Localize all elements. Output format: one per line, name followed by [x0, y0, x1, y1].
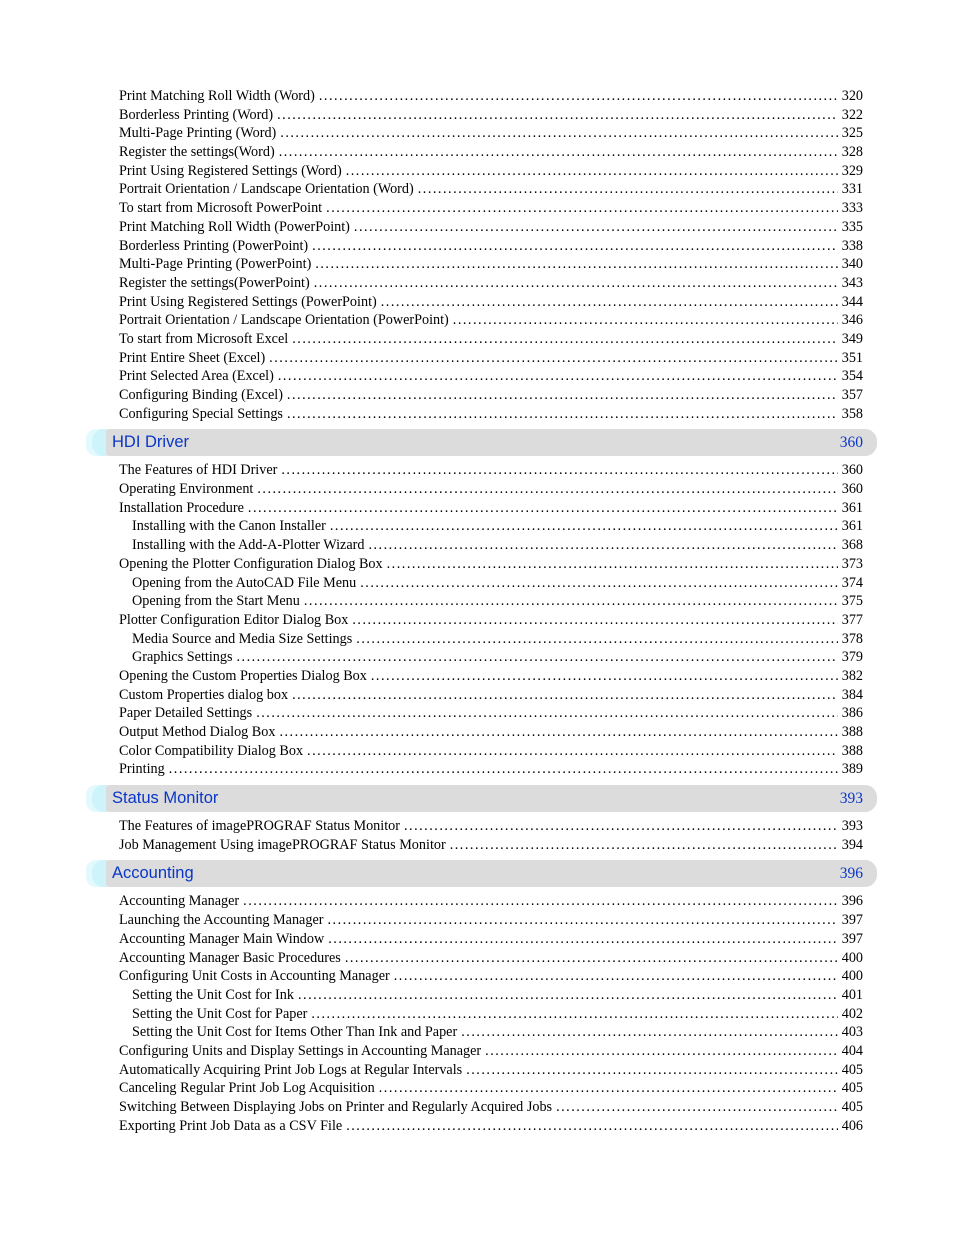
toc-leader-dots [352, 612, 837, 629]
toc-subentry[interactable] [132, 1024, 863, 1043]
toc-entry-page-number: 360 [841, 481, 863, 498]
toc-entry-page-number: 378 [841, 630, 863, 647]
toc-entry[interactable] [119, 256, 863, 275]
toc-entry-title: Print Using Registered Settings (Word) [119, 162, 342, 179]
toc-entry[interactable] [119, 275, 863, 294]
toc-leader-dots [307, 743, 838, 760]
section-page-number: 393 [839, 790, 863, 808]
toc-leader-dots [326, 200, 838, 217]
toc-leader-dots [346, 163, 838, 180]
toc-subentry[interactable] [132, 987, 863, 1006]
toc-entry-title: Opening the Plotter Configuration Dialog Box [119, 555, 383, 572]
toc-entry-title: Accounting Manager Main Window [119, 930, 325, 947]
toc-entry-title: Operating Environment [119, 481, 254, 498]
toc-subentry[interactable] [132, 575, 863, 594]
toc-entry[interactable] [119, 368, 863, 387]
toc-entry-title: Plotter Configuration Editor Dialog Box [119, 611, 349, 628]
toc-entry-page-number: 368 [841, 537, 863, 554]
toc-entry-title: Borderless Printing (Word) [119, 106, 274, 123]
toc-entry-title: Launching the Accounting Manager [119, 912, 324, 929]
section-bar [98, 860, 877, 887]
toc-entry-page-number: 331 [841, 181, 863, 198]
toc-entry[interactable] [119, 705, 863, 724]
toc-leader-dots [243, 893, 838, 910]
toc-leader-dots [311, 1006, 837, 1023]
toc-entry[interactable] [119, 219, 863, 238]
toc-entry-title: Configuring Units and Display Settings in Accounting Manager [119, 1042, 482, 1059]
toc-leader-dots [279, 724, 837, 741]
toc-entry[interactable] [119, 462, 863, 481]
toc-entry-title: To start from Microsoft Excel [119, 330, 289, 347]
toc-entry-page-number: 354 [841, 368, 863, 385]
toc-entry[interactable] [119, 1118, 863, 1137]
toc-leader-dots [356, 631, 837, 648]
toc-entry-title: Configuring Special Settings [119, 405, 283, 422]
toc-entry-title: Configuring Unit Costs in Accounting Manager [119, 968, 390, 985]
toc-entry-page-number: 373 [841, 555, 863, 572]
section-title: Status Monitor [112, 789, 219, 808]
toc-leader-dots [466, 1062, 838, 1079]
toc-entry-page-number: 396 [841, 893, 863, 910]
toc-entry[interactable] [119, 125, 863, 144]
toc-leader-dots [485, 1043, 838, 1060]
toc-entry-page-number: 388 [841, 724, 863, 740]
toc-leader-dots [287, 406, 838, 423]
toc-entry-page-number: 397 [841, 912, 863, 929]
toc-leader-dots [269, 350, 838, 367]
toc-subentry[interactable] [132, 518, 863, 537]
toc-entry-title: Graphics Settings [132, 649, 233, 666]
toc-entry-title: Opening from the AutoCAD File Menu [132, 574, 357, 591]
toc-entry-group [0, 818, 954, 855]
toc-leader-dots [298, 987, 838, 1004]
toc-leader-dots [312, 238, 838, 255]
toc-entry-title: Output Method Dialog Box [119, 724, 276, 740]
toc-entry-group [0, 462, 954, 780]
toc-leader-dots [248, 500, 838, 517]
toc-leader-dots [394, 968, 838, 985]
toc-subentry[interactable] [132, 631, 863, 650]
toc-entry[interactable] [119, 1099, 863, 1118]
toc-entry[interactable] [119, 556, 863, 575]
toc-entry-page-number: 361 [841, 518, 863, 535]
toc-entry-title: Setting the Unit Cost for Ink [132, 986, 294, 1003]
toc-leader-dots [346, 1118, 838, 1135]
toc-entry[interactable] [119, 893, 863, 912]
toc-leader-dots [461, 1024, 838, 1041]
toc-leader-dots [404, 818, 838, 835]
toc-entry-title: Borderless Printing (PowerPoint) [119, 237, 309, 254]
toc-entry[interactable] [119, 724, 863, 743]
toc-entry-title: Portrait Orientation / Landscape Orientation (Word) [119, 181, 414, 198]
toc-entry-title: Portrait Orientation / Landscape Orientation (PowerPoint) [119, 312, 449, 329]
toc-leader-dots [281, 462, 837, 479]
toc-entry-page-number: 344 [841, 293, 863, 310]
toc-entry-page-number: 358 [841, 405, 863, 422]
toc-entry-title: Installation Procedure [119, 499, 244, 516]
toc-entry-title: Automatically Acquiring Print Job Logs at Regular Intervals [119, 1061, 463, 1078]
toc-entry[interactable] [119, 312, 863, 331]
toc-entry-page-number: 357 [841, 387, 863, 403]
section-page-number: 396 [839, 865, 863, 883]
toc-entry[interactable] [119, 668, 863, 687]
toc-entry-page-number: 397 [841, 930, 863, 947]
toc-entry-title: Register the settings(Word) [119, 144, 275, 161]
toc-entry-title: Custom Properties dialog box [119, 686, 289, 703]
toc-entry[interactable] [119, 238, 863, 257]
toc-entry-title: Canceling Regular Print Job Log Acquisition [119, 1080, 375, 1097]
toc-entry-title: Register the settings(PowerPoint) [119, 274, 310, 291]
toc-leader-dots [169, 761, 838, 778]
toc-entry[interactable] [119, 163, 863, 182]
toc-leader-dots [556, 1099, 838, 1116]
section-title: Accounting [112, 864, 194, 883]
toc-entry-page-number: 322 [841, 106, 863, 123]
toc-leader-dots [328, 931, 837, 948]
toc-entry-page-number: 333 [841, 200, 863, 217]
toc-entry-page-number: 400 [841, 949, 863, 966]
toc-leader-dots [292, 687, 838, 704]
toc-entry-title: Multi-Page Printing (Word) [119, 125, 277, 142]
toc-entry-page-number: 405 [841, 1080, 863, 1097]
toc-leader-dots [256, 705, 838, 722]
toc-entry[interactable] [119, 761, 863, 780]
toc-entry-page-number: 404 [841, 1042, 863, 1059]
toc-section-header[interactable] [86, 860, 877, 887]
toc-entry-page-number: 361 [841, 499, 863, 516]
toc-entry-page-number: 360 [841, 462, 863, 479]
toc-entry[interactable] [119, 350, 863, 369]
toc-entry-title: Media Source and Media Size Settings [132, 630, 353, 647]
toc-entry-title: Accounting Manager [119, 893, 240, 910]
toc-entry-page-number: 377 [841, 611, 863, 628]
toc-entry-title: Print Selected Area (Excel) [119, 368, 274, 385]
toc-entry[interactable] [119, 88, 863, 107]
toc-entry-page-number: 338 [841, 237, 863, 254]
toc-leader-dots [292, 331, 838, 348]
toc-entry-page-number: 394 [841, 836, 863, 853]
toc-entry-title: Print Entire Sheet (Excel) [119, 349, 266, 366]
toc-entry-page-number: 393 [841, 818, 863, 835]
toc-leader-dots [287, 387, 838, 404]
toc-entry[interactable] [119, 818, 863, 837]
toc-entry[interactable] [119, 612, 863, 631]
toc-entry-title: To start from Microsoft PowerPoint [119, 200, 323, 217]
toc-entry[interactable] [119, 687, 863, 706]
toc-entry-page-number: 340 [841, 256, 863, 273]
toc-entry[interactable] [119, 181, 863, 200]
toc-entry-page-number: 401 [841, 986, 863, 1003]
toc-leader-dots [277, 107, 838, 124]
toc-leader-dots [330, 518, 838, 535]
toc-entry-title: Installing with the Canon Installer [132, 518, 326, 535]
section-bar-accent [92, 785, 106, 812]
toc-entry[interactable] [119, 144, 863, 163]
toc-entry[interactable] [119, 743, 863, 762]
toc-entry-page-number: 320 [841, 88, 863, 104]
toc-entry-title: Color Compatibility Dialog Box [119, 742, 304, 759]
table-of-contents [0, 88, 954, 1136]
toc-leader-dots [379, 1080, 838, 1097]
toc-entry[interactable] [119, 107, 863, 126]
toc-entry-title: The Features of HDI Driver [119, 462, 278, 479]
toc-entry-title: Installing with the Add-A-Plotter Wizard [132, 537, 365, 554]
toc-entry[interactable] [119, 294, 863, 313]
toc-leader-dots [257, 481, 837, 498]
toc-entry[interactable] [119, 481, 863, 500]
section-title: HDI Driver [112, 433, 189, 452]
toc-entry-page-number: 328 [841, 144, 863, 161]
toc-entry-page-number: 382 [841, 667, 863, 684]
toc-entry[interactable] [119, 912, 863, 931]
toc-entry-page-number: 379 [841, 649, 863, 666]
toc-entry[interactable] [119, 931, 863, 950]
toc-entry[interactable] [119, 968, 863, 987]
toc-entry-page-number: 329 [841, 162, 863, 179]
toc-entry-title: Configuring Binding (Excel) [119, 387, 283, 403]
toc-leader-dots [354, 219, 838, 236]
toc-entry-page-number: 388 [841, 742, 863, 759]
toc-section-header[interactable] [86, 785, 877, 812]
toc-entry-group [0, 88, 954, 424]
toc-leader-dots [279, 144, 838, 161]
toc-entry-title: Accounting Manager Basic Procedures [119, 949, 341, 966]
toc-sections [0, 429, 954, 1136]
toc-entry[interactable] [119, 387, 863, 406]
section-bar [98, 429, 877, 456]
toc-entry[interactable] [119, 406, 863, 425]
toc-leader-dots [304, 593, 838, 610]
toc-entry-title: Print Matching Roll Width (Word) [119, 88, 315, 104]
toc-entry-title: Printing [119, 761, 165, 778]
toc-entry-title: Exporting Print Job Data as a CSV File [119, 1117, 343, 1134]
toc-entry-title: Setting the Unit Cost for Paper [132, 1005, 308, 1022]
toc-entry-page-number: 335 [841, 218, 863, 235]
toc-entry-page-number: 400 [841, 968, 863, 985]
toc-entry-page-number: 403 [841, 1024, 863, 1041]
toc-leader-dots [387, 556, 838, 573]
toc-leader-dots [371, 668, 838, 685]
toc-entry[interactable] [119, 837, 863, 856]
section-page-number: 360 [839, 434, 863, 452]
toc-entry-title: The Features of imagePROGRAF Status Monitor [119, 818, 400, 835]
toc-entry-title: Switching Between Displaying Jobs on Printer and Regularly Acquired Jobs [119, 1099, 553, 1115]
toc-entry-page-number: 402 [841, 1005, 863, 1022]
toc-entry-page-number: 343 [841, 274, 863, 291]
toc-entry-title: Job Management Using imagePROGRAF Status Monitor [119, 836, 446, 853]
toc-entry-page-number: 375 [841, 593, 863, 610]
toc-entry[interactable] [119, 1043, 863, 1062]
toc-leader-dots [315, 256, 837, 273]
toc-entry-title: Opening the Custom Properties Dialog Box [119, 667, 367, 684]
toc-subentry[interactable] [132, 537, 863, 556]
toc-entry[interactable] [119, 950, 863, 969]
toc-subentry[interactable] [132, 593, 863, 612]
toc-entry-page-number: 406 [841, 1117, 863, 1134]
toc-entry-title: Paper Detailed Settings [119, 705, 253, 722]
toc-leader-dots [360, 575, 837, 592]
toc-entry-title: Opening from the Start Menu [132, 593, 300, 610]
toc-entry-page-number: 389 [841, 761, 863, 778]
toc-entry-page-number: 346 [841, 312, 863, 329]
toc-entry-title: Print Matching Roll Width (PowerPoint) [119, 218, 350, 235]
toc-leader-dots [278, 368, 838, 385]
toc-entry-page-number: 349 [841, 330, 863, 347]
toc-entry[interactable] [119, 1080, 863, 1099]
toc-entry[interactable] [119, 500, 863, 519]
toc-entry-page-number: 351 [841, 349, 863, 366]
toc-leader-dots [314, 275, 838, 292]
toc-entry-group [0, 893, 954, 1136]
toc-section-header[interactable] [86, 429, 877, 456]
toc-entry[interactable] [119, 331, 863, 350]
toc-leader-dots [280, 125, 837, 142]
toc-leader-dots [345, 950, 838, 967]
toc-entry-page-number: 325 [841, 125, 863, 142]
toc-subentry[interactable] [132, 1006, 863, 1025]
toc-entry-title: Multi-Page Printing (PowerPoint) [119, 256, 312, 273]
toc-entry[interactable] [119, 1062, 863, 1081]
toc-entry[interactable] [119, 200, 863, 219]
toc-leader-dots [368, 537, 837, 554]
toc-entry-page-number: 405 [841, 1061, 863, 1078]
toc-subentry[interactable] [132, 649, 863, 668]
toc-leader-dots [236, 649, 837, 666]
toc-entry-page-number: 384 [841, 686, 863, 703]
toc-entry-page-number: 405 [841, 1099, 863, 1115]
toc-entry-title: Setting the Unit Cost for Items Other Than Ink and Paper [132, 1024, 458, 1041]
toc-leader-dots [319, 88, 838, 105]
toc-leader-dots [381, 294, 838, 311]
toc-leader-dots [418, 181, 838, 198]
toc-entry-page-number: 386 [841, 705, 863, 722]
toc-leader-dots [450, 837, 838, 854]
toc-entry-title: Print Using Registered Settings (PowerPoint) [119, 293, 377, 310]
toc-entry-page-number: 374 [841, 574, 863, 591]
toc-leader-dots [453, 312, 838, 329]
toc-leader-dots [327, 912, 837, 929]
